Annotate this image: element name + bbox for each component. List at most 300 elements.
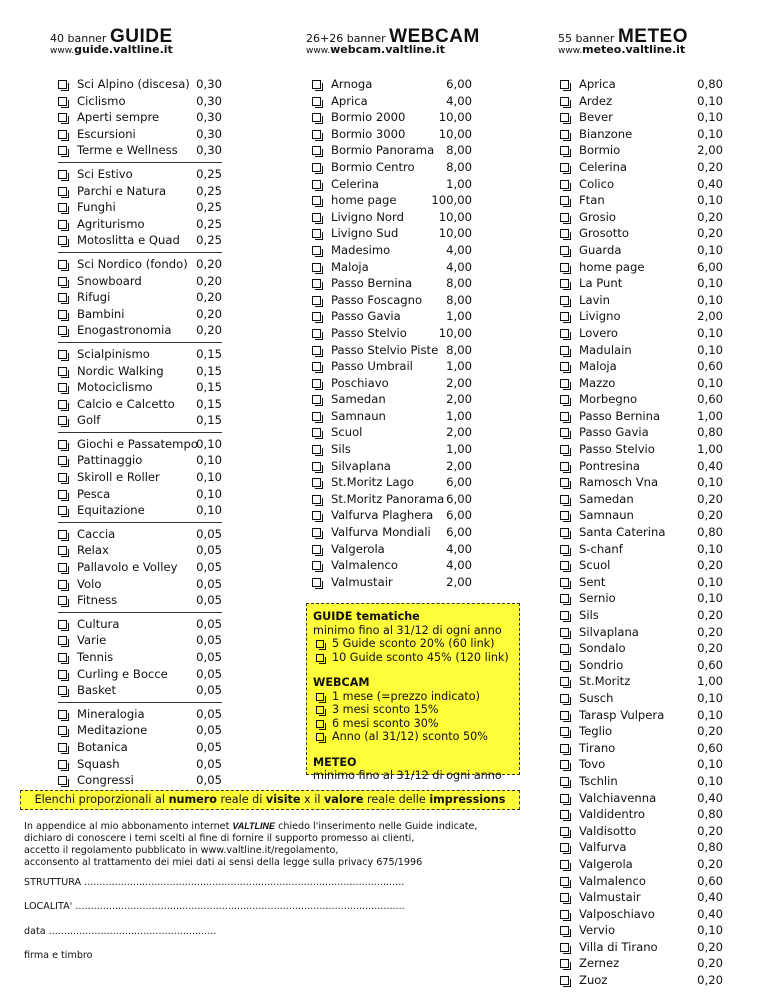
checkbox-icon[interactable] bbox=[560, 611, 569, 620]
checkbox-icon[interactable] bbox=[560, 594, 569, 603]
checkbox-icon[interactable] bbox=[312, 146, 321, 155]
checkbox-icon[interactable] bbox=[312, 130, 321, 139]
checkbox-icon[interactable] bbox=[312, 97, 321, 106]
offer-option[interactable]: 5 Guide sconto 20% (60 link) bbox=[313, 637, 513, 651]
webcam-item[interactable] bbox=[312, 358, 472, 375]
item-name: Escursioni bbox=[77, 126, 136, 141]
meteo-item[interactable] bbox=[560, 607, 723, 624]
guide-item[interactable] bbox=[58, 502, 222, 519]
checkbox-icon[interactable] bbox=[58, 546, 67, 555]
meteo-item[interactable] bbox=[560, 176, 723, 193]
webcam-item[interactable] bbox=[312, 541, 472, 558]
guide-item[interactable] bbox=[58, 93, 222, 110]
checkbox-icon[interactable] bbox=[560, 395, 569, 404]
checkbox-icon[interactable] bbox=[312, 113, 321, 122]
item-price: 0,20 bbox=[196, 306, 222, 321]
checkbox-icon[interactable] bbox=[560, 959, 569, 968]
checkbox-icon[interactable] bbox=[312, 462, 321, 471]
item-price: 0,30 bbox=[196, 77, 222, 91]
webcam-item[interactable] bbox=[312, 458, 472, 475]
item-name: Bormio 2000 bbox=[331, 110, 406, 125]
guide-item[interactable] bbox=[58, 452, 222, 469]
meteo-item[interactable] bbox=[560, 225, 723, 242]
checkbox-icon[interactable] bbox=[560, 943, 569, 952]
meteo-item[interactable] bbox=[560, 209, 723, 226]
meteo-item[interactable] bbox=[560, 740, 723, 757]
guide-item[interactable] bbox=[58, 183, 222, 200]
meteo-item[interactable] bbox=[560, 159, 723, 176]
checkbox-icon[interactable] bbox=[58, 383, 67, 392]
checkbox-icon[interactable] bbox=[58, 653, 67, 662]
checkbox-icon[interactable] bbox=[312, 279, 321, 288]
checkbox-icon[interactable] bbox=[58, 456, 67, 465]
item-name: S-chanf bbox=[579, 541, 623, 556]
checkbox-icon[interactable] bbox=[312, 80, 321, 89]
guide-item[interactable] bbox=[58, 216, 222, 233]
webcam-item[interactable] bbox=[312, 225, 472, 242]
checkbox-icon[interactable] bbox=[560, 180, 569, 189]
checkbox-icon[interactable] bbox=[560, 661, 569, 670]
checkbox-icon[interactable] bbox=[560, 727, 569, 736]
checkbox-icon[interactable] bbox=[58, 260, 67, 269]
meteo-item[interactable] bbox=[560, 707, 723, 724]
meteo-banner-count: 55 banner bbox=[558, 32, 615, 45]
guide-item[interactable] bbox=[58, 126, 222, 143]
guide-item[interactable] bbox=[58, 542, 222, 559]
webcam-item[interactable] bbox=[312, 109, 472, 126]
checkbox-icon[interactable] bbox=[316, 693, 324, 701]
checkbox-icon[interactable] bbox=[560, 827, 569, 836]
item-name: Vervio bbox=[579, 923, 616, 938]
checkbox-icon[interactable] bbox=[312, 412, 321, 421]
guide-item[interactable] bbox=[58, 396, 222, 413]
meteo-item[interactable] bbox=[560, 491, 723, 508]
checkbox-icon[interactable] bbox=[560, 976, 569, 985]
guide-group bbox=[58, 256, 222, 343]
date-field[interactable]: data ....................................................... bbox=[24, 926, 217, 937]
checkbox-icon[interactable] bbox=[58, 416, 67, 425]
meteo-item[interactable] bbox=[560, 839, 723, 856]
checkbox-icon[interactable] bbox=[58, 760, 67, 769]
guide-item[interactable] bbox=[58, 486, 222, 503]
item-price: 0,10 bbox=[697, 591, 723, 606]
webcam-item[interactable] bbox=[312, 76, 472, 93]
checkbox-icon[interactable] bbox=[58, 146, 67, 155]
webcam-item[interactable] bbox=[312, 325, 472, 342]
meteo-item[interactable] bbox=[560, 408, 723, 425]
checkbox-icon[interactable] bbox=[560, 810, 569, 819]
webcam-item[interactable] bbox=[312, 93, 472, 110]
item-name: Arnoga bbox=[331, 77, 373, 91]
meteo-item[interactable] bbox=[560, 325, 723, 342]
meteo-url[interactable]: www.meteo.valtline.it bbox=[558, 43, 686, 56]
checkbox-icon[interactable] bbox=[560, 362, 569, 371]
meteo-item[interactable] bbox=[560, 308, 723, 325]
checkbox-icon[interactable] bbox=[58, 203, 67, 212]
item-name: Volo bbox=[77, 576, 102, 591]
guide-item[interactable] bbox=[58, 109, 222, 126]
meteo-item[interactable] bbox=[560, 541, 723, 558]
item-price: 8,00 bbox=[446, 143, 472, 158]
checkbox-icon[interactable] bbox=[560, 246, 569, 255]
webcam-item[interactable] bbox=[312, 375, 472, 392]
item-price: 1,00 bbox=[697, 408, 723, 423]
meteo-item[interactable] bbox=[560, 690, 723, 707]
checkbox-icon[interactable] bbox=[560, 893, 569, 902]
meteo-item[interactable] bbox=[560, 723, 723, 740]
guide-item[interactable] bbox=[58, 632, 222, 649]
checkbox-icon[interactable] bbox=[312, 263, 321, 272]
checkbox-icon[interactable] bbox=[58, 170, 67, 179]
offer-option[interactable]: 6 mesi sconto 30% bbox=[313, 717, 513, 731]
checkbox-icon[interactable] bbox=[312, 379, 321, 388]
meteo-item[interactable] bbox=[560, 259, 723, 276]
guide-item[interactable] bbox=[58, 379, 222, 396]
checkbox-icon[interactable] bbox=[58, 97, 67, 106]
checkbox-icon[interactable] bbox=[58, 80, 67, 89]
meteo-item[interactable] bbox=[560, 474, 723, 491]
meteo-item[interactable] bbox=[560, 441, 723, 458]
guide-item[interactable] bbox=[58, 199, 222, 216]
webcam-item[interactable] bbox=[312, 142, 472, 159]
item-name: Teglio bbox=[579, 724, 613, 739]
checkbox-icon[interactable] bbox=[560, 495, 569, 504]
checkbox-icon[interactable] bbox=[312, 246, 321, 255]
checkbox-icon[interactable] bbox=[560, 279, 569, 288]
meteo-item[interactable] bbox=[560, 856, 723, 873]
checkbox-icon[interactable] bbox=[58, 187, 67, 196]
checkbox-icon[interactable] bbox=[560, 760, 569, 769]
checkbox-icon[interactable] bbox=[58, 236, 67, 245]
meteo-item[interactable] bbox=[560, 773, 723, 790]
webcam-url[interactable]: www.webcam.valtline.it bbox=[306, 43, 445, 56]
checkbox-icon[interactable] bbox=[312, 578, 321, 587]
item-price: 0,05 bbox=[196, 543, 222, 558]
webcam-item[interactable] bbox=[312, 391, 472, 408]
guide-item[interactable] bbox=[58, 756, 222, 773]
webcam-item[interactable] bbox=[312, 507, 472, 524]
checkbox-icon[interactable] bbox=[560, 80, 569, 89]
checkbox-icon[interactable] bbox=[312, 163, 321, 172]
checkbox-icon[interactable] bbox=[560, 578, 569, 587]
brand-name: VALTLINE bbox=[232, 821, 276, 831]
checkbox-icon[interactable] bbox=[312, 528, 321, 537]
struttura-field[interactable]: STRUTTURA ......................................................................................................... bbox=[24, 877, 405, 888]
checkbox-icon[interactable] bbox=[312, 545, 321, 554]
checkbox-icon[interactable] bbox=[312, 296, 321, 305]
guide-item[interactable] bbox=[58, 592, 222, 609]
guide-item[interactable] bbox=[58, 232, 222, 249]
checkbox-icon[interactable] bbox=[58, 473, 67, 482]
checkbox-icon[interactable] bbox=[58, 490, 67, 499]
checkbox-icon[interactable] bbox=[560, 511, 569, 520]
webcam-item[interactable] bbox=[312, 342, 472, 359]
checkbox-icon[interactable] bbox=[316, 640, 324, 648]
checkbox-icon[interactable] bbox=[560, 628, 569, 637]
item-name: Ramosch Vna bbox=[579, 475, 659, 490]
checkbox-icon[interactable] bbox=[312, 329, 321, 338]
meteo-item[interactable] bbox=[560, 342, 723, 359]
meteo-item[interactable] bbox=[560, 624, 723, 641]
checkbox-icon[interactable] bbox=[58, 350, 67, 359]
guide-item[interactable] bbox=[58, 273, 222, 290]
guide-item[interactable] bbox=[58, 436, 222, 453]
guide-item[interactable] bbox=[58, 739, 222, 756]
checkbox-icon[interactable] bbox=[58, 400, 67, 409]
meteo-item[interactable] bbox=[560, 375, 723, 392]
checkbox-icon[interactable] bbox=[58, 670, 67, 679]
checkbox-icon[interactable] bbox=[312, 495, 321, 504]
guide-item[interactable] bbox=[58, 363, 222, 380]
checkbox-icon[interactable] bbox=[58, 596, 67, 605]
checkbox-icon[interactable] bbox=[560, 694, 569, 703]
checkbox-icon[interactable] bbox=[560, 926, 569, 935]
checkbox-icon[interactable] bbox=[560, 843, 569, 852]
checkbox-icon[interactable] bbox=[312, 196, 321, 205]
guide-item[interactable] bbox=[58, 682, 222, 699]
meteo-item[interactable] bbox=[560, 358, 723, 375]
meteo-item[interactable] bbox=[560, 790, 723, 807]
webcam-item[interactable] bbox=[312, 259, 472, 276]
webcam-item[interactable] bbox=[312, 192, 472, 209]
guide-item[interactable] bbox=[58, 322, 222, 339]
guide-url[interactable]: www.guide.valtline.it bbox=[50, 43, 173, 56]
webcam-item[interactable] bbox=[312, 491, 472, 508]
meteo-item[interactable] bbox=[560, 640, 723, 657]
guide-item[interactable] bbox=[58, 706, 222, 723]
guide-item[interactable] bbox=[58, 722, 222, 739]
checkbox-icon[interactable] bbox=[560, 910, 569, 919]
offer-option[interactable]: 10 Guide sconto 45% (120 link) bbox=[313, 651, 513, 665]
checkbox-icon[interactable] bbox=[58, 686, 67, 695]
checkbox-icon[interactable] bbox=[560, 561, 569, 570]
item-name: Tarasp Vulpera bbox=[579, 707, 665, 722]
meteo-item[interactable] bbox=[560, 922, 723, 939]
checkbox-icon[interactable] bbox=[58, 710, 67, 719]
meteo-item[interactable] bbox=[560, 507, 723, 524]
meteo-item[interactable] bbox=[560, 756, 723, 773]
checkbox-icon[interactable] bbox=[560, 428, 569, 437]
guide-item[interactable] bbox=[58, 412, 222, 429]
checkbox-icon[interactable] bbox=[312, 511, 321, 520]
checkbox-icon[interactable] bbox=[58, 620, 67, 629]
item-name: Pontresina bbox=[579, 458, 640, 473]
meteo-item[interactable] bbox=[560, 458, 723, 475]
meteo-item[interactable] bbox=[560, 574, 723, 591]
item-name: Agriturismo bbox=[77, 216, 145, 231]
checkbox-icon[interactable] bbox=[58, 563, 67, 572]
checkbox-icon[interactable] bbox=[560, 412, 569, 421]
guide-item[interactable] bbox=[58, 469, 222, 486]
guide-item[interactable] bbox=[58, 76, 222, 93]
guide-item[interactable] bbox=[58, 142, 222, 159]
meteo-item[interactable] bbox=[560, 939, 723, 956]
meteo-item[interactable] bbox=[560, 657, 723, 674]
checkbox-icon[interactable] bbox=[58, 326, 67, 335]
checkbox-icon[interactable] bbox=[560, 794, 569, 803]
checkbox-icon[interactable] bbox=[58, 367, 67, 376]
checkbox-icon[interactable] bbox=[58, 293, 67, 302]
meteo-item[interactable] bbox=[560, 955, 723, 972]
guide-item[interactable] bbox=[58, 289, 222, 306]
meteo-item[interactable] bbox=[560, 424, 723, 441]
meteo-item[interactable] bbox=[560, 806, 723, 823]
guide-item[interactable] bbox=[58, 306, 222, 323]
checkbox-icon[interactable] bbox=[58, 113, 67, 122]
checkbox-icon[interactable] bbox=[312, 180, 321, 189]
checkbox-icon[interactable] bbox=[312, 395, 321, 404]
checkbox-icon[interactable] bbox=[560, 744, 569, 753]
webcam-item[interactable] bbox=[312, 275, 472, 292]
guide-item[interactable] bbox=[58, 346, 222, 363]
webcam-item[interactable] bbox=[312, 126, 472, 143]
item-price: 0,10 bbox=[697, 342, 723, 357]
meteo-item[interactable] bbox=[560, 275, 723, 292]
checkbox-icon[interactable] bbox=[560, 329, 569, 338]
checkbox-icon[interactable] bbox=[560, 777, 569, 786]
offer-option[interactable]: Anno (al 31/12) sconto 50% bbox=[313, 730, 513, 744]
guide-item[interactable] bbox=[58, 526, 222, 543]
item-name: Livigno bbox=[579, 309, 621, 324]
webcam-item[interactable] bbox=[312, 308, 472, 325]
webcam-item[interactable] bbox=[312, 292, 472, 309]
meteo-item[interactable] bbox=[560, 524, 723, 541]
checkbox-icon[interactable] bbox=[58, 726, 67, 735]
item-price: 0,20 bbox=[697, 558, 723, 573]
checkbox-icon[interactable] bbox=[58, 440, 67, 449]
checkbox-icon[interactable] bbox=[58, 636, 67, 645]
checkbox-icon[interactable] bbox=[560, 130, 569, 139]
guide-item[interactable] bbox=[58, 256, 222, 273]
meteo-item[interactable] bbox=[560, 590, 723, 607]
meteo-item[interactable] bbox=[560, 142, 723, 159]
checkbox-icon[interactable] bbox=[560, 312, 569, 321]
item-price: 0,15 bbox=[196, 380, 222, 395]
webcam-item[interactable] bbox=[312, 159, 472, 176]
meteo-item[interactable] bbox=[560, 823, 723, 840]
webcam-item[interactable] bbox=[312, 441, 472, 458]
guide-item[interactable] bbox=[58, 576, 222, 593]
guide-group bbox=[58, 436, 222, 523]
guide-item[interactable] bbox=[58, 666, 222, 683]
checkbox-icon[interactable] bbox=[312, 312, 321, 321]
checkbox-icon[interactable] bbox=[316, 706, 324, 714]
checkbox-icon[interactable] bbox=[58, 277, 67, 286]
checkbox-icon[interactable] bbox=[560, 263, 569, 272]
webcam-item[interactable] bbox=[312, 574, 472, 591]
webcam-item[interactable] bbox=[312, 242, 472, 259]
item-price: 8,00 bbox=[446, 342, 472, 357]
checkbox-icon[interactable] bbox=[560, 528, 569, 537]
meteo-item[interactable] bbox=[560, 192, 723, 209]
meteo-item[interactable] bbox=[560, 873, 723, 890]
guide-item[interactable] bbox=[58, 166, 222, 183]
checkbox-icon[interactable] bbox=[58, 220, 67, 229]
checkbox-icon[interactable] bbox=[560, 296, 569, 305]
checkbox-icon[interactable] bbox=[312, 478, 321, 487]
webcam-item[interactable] bbox=[312, 176, 472, 193]
checkbox-icon[interactable] bbox=[560, 462, 569, 471]
checkbox-icon[interactable] bbox=[560, 877, 569, 886]
offer-option[interactable]: 1 mese (=prezzo indicato) bbox=[313, 690, 513, 704]
checkbox-icon[interactable] bbox=[312, 561, 321, 570]
meteo-item[interactable] bbox=[560, 673, 723, 690]
webcam-item[interactable] bbox=[312, 474, 472, 491]
checkbox-icon[interactable] bbox=[560, 545, 569, 554]
guide-item[interactable] bbox=[58, 616, 222, 633]
webcam-item[interactable] bbox=[312, 424, 472, 441]
meteo-item[interactable] bbox=[560, 972, 723, 989]
localita-field[interactable]: LOCALITA' ............................................................................................................ bbox=[24, 901, 405, 912]
checkbox-icon[interactable] bbox=[560, 860, 569, 869]
webcam-item[interactable] bbox=[312, 557, 472, 574]
checkbox-icon[interactable] bbox=[316, 720, 324, 728]
meteo-item[interactable] bbox=[560, 391, 723, 408]
checkbox-icon[interactable] bbox=[58, 530, 67, 539]
checkbox-icon[interactable] bbox=[560, 346, 569, 355]
checkbox-icon[interactable] bbox=[560, 196, 569, 205]
checkbox-icon[interactable] bbox=[58, 506, 67, 515]
guide-item[interactable] bbox=[58, 559, 222, 576]
checkbox-icon[interactable] bbox=[560, 677, 569, 686]
checkbox-icon[interactable] bbox=[560, 113, 569, 122]
checkbox-icon[interactable] bbox=[560, 229, 569, 238]
meteo-item[interactable] bbox=[560, 292, 723, 309]
checkbox-icon[interactable] bbox=[58, 130, 67, 139]
meteo-item[interactable] bbox=[560, 93, 723, 110]
checkbox-icon[interactable] bbox=[58, 310, 67, 319]
checkbox-icon[interactable] bbox=[560, 379, 569, 388]
webcam-item[interactable] bbox=[312, 408, 472, 425]
checkbox-icon[interactable] bbox=[560, 163, 569, 172]
checkbox-icon[interactable] bbox=[560, 213, 569, 222]
meteo-item[interactable] bbox=[560, 76, 723, 93]
meteo-item[interactable] bbox=[560, 126, 723, 143]
item-name: St.Moritz Lago bbox=[331, 475, 415, 490]
item-price: 0,20 bbox=[697, 724, 723, 739]
meteo-item[interactable] bbox=[560, 109, 723, 126]
checkbox-icon[interactable] bbox=[560, 146, 569, 155]
checkbox-icon[interactable] bbox=[58, 776, 67, 785]
item-name: Silvaplana bbox=[579, 624, 639, 639]
checkbox-icon[interactable] bbox=[312, 213, 321, 222]
guide-item[interactable] bbox=[58, 772, 222, 789]
meteo-item[interactable] bbox=[560, 557, 723, 574]
checkbox-icon[interactable] bbox=[312, 362, 321, 371]
guide-item[interactable] bbox=[58, 649, 222, 666]
meteo-item[interactable] bbox=[560, 242, 723, 259]
meteo-item[interactable] bbox=[560, 889, 723, 906]
checkbox-icon[interactable] bbox=[560, 644, 569, 653]
webcam-item[interactable] bbox=[312, 209, 472, 226]
meteo-item[interactable] bbox=[560, 906, 723, 923]
checkbox-icon[interactable] bbox=[316, 733, 324, 741]
checkbox-icon[interactable] bbox=[560, 478, 569, 487]
item-name: Celerina bbox=[331, 176, 380, 191]
offer-option[interactable]: 3 mesi sconto 15% bbox=[313, 703, 513, 717]
webcam-item[interactable] bbox=[312, 524, 472, 541]
checkbox-icon[interactable] bbox=[316, 654, 324, 662]
checkbox-icon[interactable] bbox=[312, 445, 321, 454]
checkbox-icon[interactable] bbox=[58, 743, 67, 752]
checkbox-icon[interactable] bbox=[312, 346, 321, 355]
checkbox-icon[interactable] bbox=[560, 97, 569, 106]
checkbox-icon[interactable] bbox=[560, 711, 569, 720]
checkbox-icon[interactable] bbox=[312, 229, 321, 238]
checkbox-icon[interactable] bbox=[312, 428, 321, 437]
checkbox-icon[interactable] bbox=[58, 580, 67, 589]
checkbox-icon[interactable] bbox=[560, 445, 569, 454]
